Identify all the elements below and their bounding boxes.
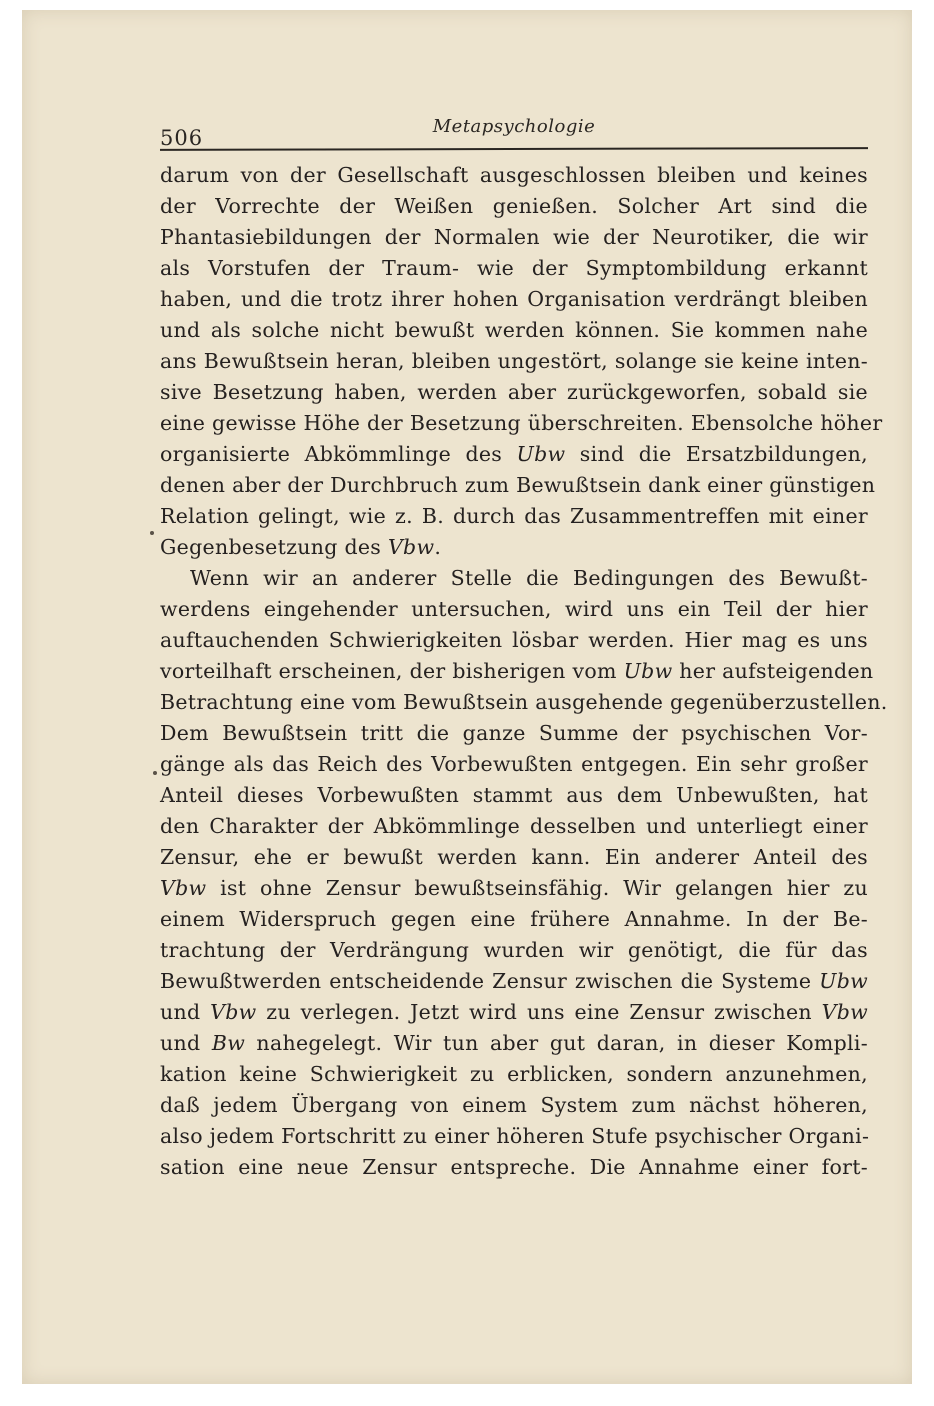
text-line: und als solche nicht bewußt werden können. Sie kommen nahe xyxy=(160,318,868,342)
text-line: Betrachtung eine vom Bewußtsein ausgehende gegenüberzustellen. xyxy=(160,690,888,714)
text-line: also jedem Fortschritt zu einer höheren Stufe psychischer Organi- xyxy=(160,1124,870,1148)
text-line: Dem Bewußtsein tritt die ganze Summe der psychischen Vor- xyxy=(160,721,868,745)
paragraph-end-line: Gegenbesetzung des Vbw. xyxy=(160,535,442,559)
text-line: und Bw nahegelegt. Wir tun aber gut daran, in dieser Kompli- xyxy=(160,1031,868,1055)
running-title: Metapsychologie xyxy=(432,116,596,137)
text-line: sive Besetzung haben, werden aber zurückgeworfen, sobald sie xyxy=(160,380,868,404)
text-line: Bewußtwerden entscheidende Zensur zwischen die Systeme Ubw xyxy=(160,969,868,993)
text-line: vorteilhaft erscheinen, der bisherigen vom Ubw her aufsteigenden xyxy=(160,659,874,683)
text-line: einem Widerspruch gegen eine frühere Annahme. In der Be- xyxy=(160,907,868,931)
margin-dot xyxy=(150,531,154,535)
text-line: organisierte Abkömmlinge des Ubw sind die Ersatzbildungen, xyxy=(160,442,868,466)
text-line: Phantasiebildungen der Normalen wie der Neurotiker, die wir xyxy=(160,225,868,249)
text-line: Zensur, ehe er bewußt werden kann. Ein anderer Anteil des xyxy=(160,845,868,869)
text-line: als Vorstufen der Traum- wie der Symptombildung erkannt xyxy=(160,256,868,280)
text-line: ans Bewußtsein heran, bleiben ungestört, solange sie keine inten- xyxy=(160,349,868,373)
text-line: kation keine Schwierigkeit zu erblicken, sondern anzunehmen, xyxy=(160,1062,868,1086)
page-header xyxy=(160,116,868,148)
text-line: der Vorrechte der Weißen genießen. Solcher Art sind die xyxy=(160,194,868,218)
text-line: haben, und die trotz ihrer hohen Organisation verdrängt bleiben xyxy=(160,287,868,311)
text-line: Vbw ist ohne Zensur bewußtseinsfähig. Wir gelangen hier zu xyxy=(160,876,868,900)
paragraph-start-line: Wenn wir an anderer Stelle die Bedingungen des Bewußt- xyxy=(190,566,868,590)
text-line: daß jedem Übergang von einem System zum nächst höheren, xyxy=(160,1093,868,1117)
body-text xyxy=(160,160,888,1183)
text-line: gänge als das Reich des Vorbewußten entgegen. Ein sehr großer xyxy=(160,752,868,776)
text-line: den Charakter der Abkömmlinge desselben und unterliegt einer xyxy=(160,814,868,838)
text-line: Anteil dieses Vorbewußten stammt aus dem Unbewußten, hat xyxy=(160,783,868,807)
text-line: sation eine neue Zensur entspreche. Die Annahme einer fort- xyxy=(160,1155,868,1179)
text-line: werdens eingehender untersuchen, wird uns ein Teil der hier xyxy=(160,597,868,621)
text-line: auftauchenden Schwierigkeiten lösbar werden. Hier mag es uns xyxy=(160,628,868,652)
text-line: und Vbw zu verlegen. Jetzt wird uns eine Zensur zwischen Vbw xyxy=(160,1000,868,1024)
page-number: 506 xyxy=(160,126,204,150)
text-line: trachtung der Verdrängung wurden wir genötigt, die für das xyxy=(160,938,868,962)
text-line: darum von der Gesellschaft ausgeschlossen bleiben und keines xyxy=(160,163,868,187)
text-line: eine gewisse Höhe der Besetzung überschreiten. Ebensolche höher xyxy=(160,411,883,435)
text-line: Relation gelingt, wie z. B. durch das Zusammentreffen mit einer xyxy=(160,504,868,528)
text-line: denen aber der Durchbruch zum Bewußtsein dank einer günstigen xyxy=(160,473,876,497)
margin-dot xyxy=(153,771,157,775)
